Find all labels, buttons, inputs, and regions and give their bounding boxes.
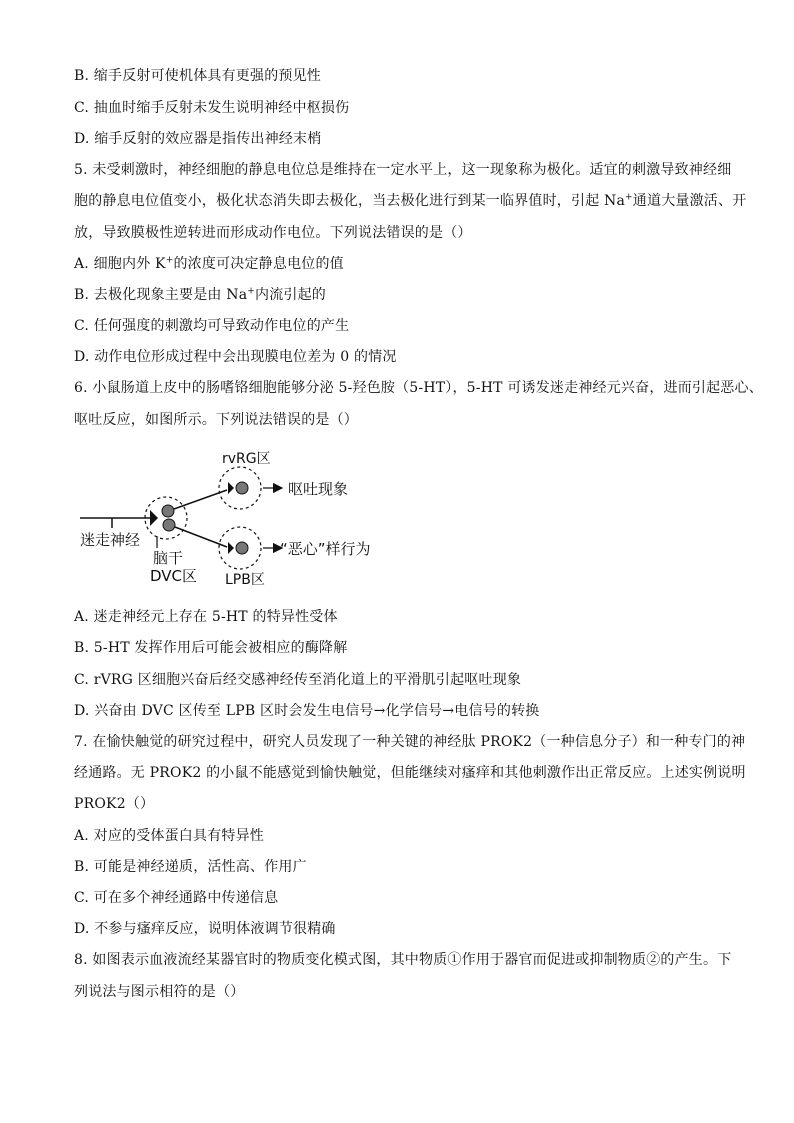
vomit-label: 呕吐现象 (288, 480, 349, 498)
q5-option-b (74, 285, 734, 305)
dvc-to-lpb-axon (175, 527, 227, 547)
q5-option-a-post: 的浓度可决定静息电位的值 (173, 256, 344, 272)
q5-option-b-pre: B. 去极化现象主要是由 Na (74, 287, 248, 303)
q7-option-b: B. 可能是神经递质，活性高、作用广 (74, 859, 307, 875)
lpb-label: LPB区 (225, 572, 265, 588)
dvc-neuron-lower (163, 519, 175, 531)
q5-option-b-post: 内流引起的 (255, 287, 326, 303)
vagus-nerve-label: 迷走神经 (80, 531, 141, 549)
q6-option-c: C. rVRG 区细胞兴奋后经交感神经传至消化道上的平滑肌引起呕吐现象 (74, 672, 522, 688)
rvrg-neuron (236, 482, 248, 494)
q5-option-a-pre: A. 细胞内外 K (74, 256, 166, 272)
q8-stem-line1: 8. 如图表示血液流经某器官时的物质变化模式图，其中物质①作用于器官而促进或抑制物质②的产生。下 (74, 952, 732, 968)
lpb-neuron (236, 542, 248, 554)
q6-stem-line1: 6. 小鼠肠道上皮中的肠嗜铬细胞能够分泌 5-羟色胺（5-HT），5-HT 可诱发迷走神经元兴奋，进而引起恶心、 (74, 380, 763, 396)
q4-option-d: D. 缩手反射的效应器是指传出神经末梢 (74, 131, 322, 147)
q6-option-b: B. 5-HT 发挥作用后可能会被相应的酶降解 (74, 640, 348, 656)
q7-stem-line2: 经通路。无 PROK2 的小鼠不能感觉到愉快触觉，但能继续对瘙痒和其他刺激作出正常反应。上述实例说明 (74, 765, 746, 781)
q6-option-a: A. 迷走神经元上存在 5-HT 的特异性受体 (74, 609, 338, 625)
q5-stem-line2-post: 通道大量激活、开 (632, 193, 747, 209)
q5-stem-line2 (74, 191, 747, 211)
rvrg-synapse-ending (228, 482, 234, 494)
q6-option-d: D. 兴奋由 DVC 区传至 LPB 区时会发生电信号→化学信号→电信号的转换 (74, 703, 540, 719)
q5-option-b-sup: + (247, 286, 255, 297)
q7-stem-line1: 7. 在愉快触觉的研究过程中，研究人员发现了一种关键的神经肽 PROK2（一种信息分子）和一种专门的神 (74, 734, 746, 750)
q5-stem-line3: 放，导致膜极性逆转进而形成动作电位。下列说法错误的是（） (74, 225, 472, 241)
lpb-synapse-ending (228, 542, 234, 554)
q5-option-c: C. 任何强度的刺激均可导致动作电位的产生 (74, 318, 350, 334)
q5-option-a (74, 254, 734, 274)
q5-stem-line2-pre: 胞的静息电位值变小，极化状态消失即去极化，当去极化进行到某一临界值时，引起 Na (74, 193, 626, 209)
q5-stem-line2-sup: + (625, 192, 633, 203)
nausea-label: “恶心”样行为 (280, 540, 371, 558)
q4-option-c: C. 抽血时缩手反射未发生说明神经中枢损伤 (74, 100, 350, 116)
q7-option-d: D. 不参与瘙痒反应，说明体液调节很精确 (74, 921, 336, 937)
q7-option-a: A. 对应的受体蛋白具有特异性 (74, 828, 265, 844)
q8-stem-line2: 列说法与图示相符的是（） (74, 984, 245, 1000)
q6-neural-pathway-figure (70, 448, 470, 590)
dvc-neuron-upper (162, 505, 174, 517)
rvrg-label: rvRG区 (222, 451, 271, 467)
vagus-synapse-ending (150, 510, 158, 526)
q4-option-b: B. 缩手反射可使机体具有更强的预见性 (74, 68, 321, 84)
q5-option-d: D. 动作电位形成过程中会出现膜电位差为 0 的情况 (74, 349, 397, 365)
q5-option-a-sup: + (165, 255, 174, 266)
q7-stem-line3: PROK2（） (74, 796, 155, 812)
brainstem-label: 脑干 (153, 549, 184, 567)
q7-option-c: C. 可在多个神经通路中传递信息 (74, 890, 279, 906)
q5-stem-line1: 5. 未受刺激时，神经细胞的静息电位总是维持在一定水平上，这一现象称为极化。适宜的刺激导致神经细 (74, 162, 732, 178)
q6-stem-line2: 呕吐反应，如图所示。下列说法错误的是（） (74, 412, 358, 428)
dvc-label: DVC区 (150, 567, 198, 585)
